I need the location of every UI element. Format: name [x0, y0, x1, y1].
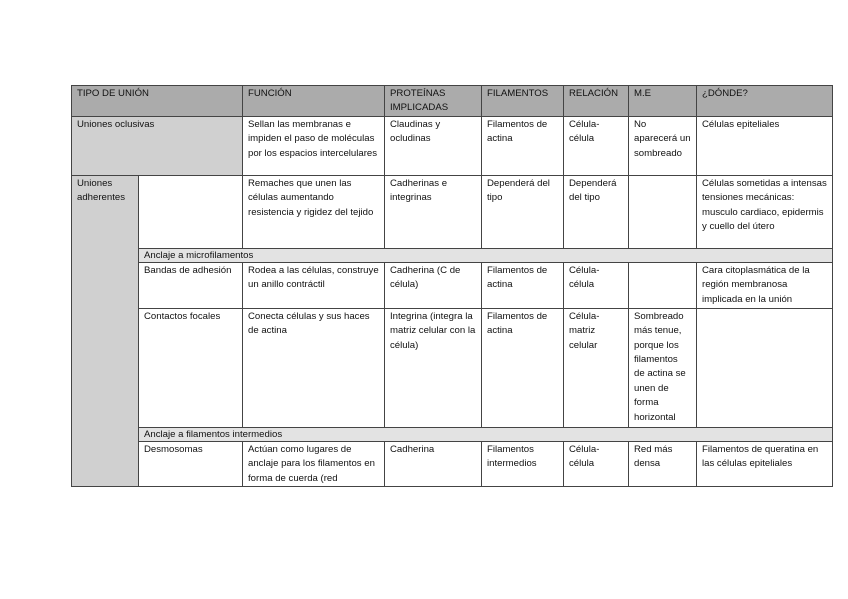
- cell-relacion: Dependerá del tipo: [564, 175, 629, 248]
- cell-donde: [697, 308, 833, 427]
- header-tipo: TIPO DE UNIÓN: [72, 86, 243, 117]
- cell-filamentos: Dependerá del tipo: [482, 175, 564, 248]
- cell-relacion: Célula-matriz celular: [564, 308, 629, 427]
- cell-donde: Células sometidas a intensas tensiones mecánicas: musculo cardiaco, epidermis y cuello del útero: [697, 175, 833, 248]
- cell-tipo-adherentes: Uniones adherentes: [72, 175, 139, 486]
- cell-proteinas: Cadherina (C de célula): [385, 262, 482, 308]
- cell-subtipo: Desmosomas: [139, 441, 243, 486]
- row-uniones-adherentes: [72, 175, 833, 248]
- cell-relacion: Célula-célula: [564, 441, 629, 486]
- section-row-filamentos-intermedios: [72, 427, 833, 441]
- cell-tipo: Uniones oclusivas: [72, 116, 243, 175]
- cell-relacion: Célula-célula: [564, 116, 629, 175]
- cell-donde: Cara citoplasmática de la región membranosa implicada en la unión: [697, 262, 833, 308]
- row-uniones-oclusivas: [72, 116, 833, 175]
- cell-proteinas: Integrina (integra la matriz celular con la célula): [385, 308, 482, 427]
- header-filamentos: FILAMENTOS: [482, 86, 564, 117]
- cell-me: Red más densa: [629, 441, 697, 486]
- cell-funcion: Actúan como lugares de anclaje para los filamentos en forma de cuerda (red: [243, 441, 385, 486]
- header-proteinas: PROTEÍNAS IMPLICADAS: [385, 86, 482, 117]
- cell-proteinas: Cadherinas e integrinas: [385, 175, 482, 248]
- cell-me: Sombreado más tenue, porque los filamentos de actina se unen de forma horizontal: [629, 308, 697, 427]
- cell-me: [629, 175, 697, 248]
- junctions-table: [71, 85, 833, 487]
- cell-subtipo: Bandas de adhesión: [139, 262, 243, 308]
- cell-me: [629, 262, 697, 308]
- cell-funcion: Remaches que unen las células aumentando resistencia y rigidez del tejido: [243, 175, 385, 248]
- cell-proteinas: Claudinas y ocludinas: [385, 116, 482, 175]
- cell-subtipo: Contactos focales: [139, 308, 243, 427]
- row-contactos-focales: [72, 308, 833, 427]
- row-desmosomas: [72, 441, 833, 486]
- section-row-microfilamentos: [72, 248, 833, 262]
- cell-funcion: Sellan las membranas e impiden el paso de moléculas por los espacios intercelulares: [243, 116, 385, 175]
- header-donde: ¿DÓNDE?: [697, 86, 833, 117]
- cell-subtipo: [139, 175, 243, 248]
- row-bandas-adhesion: [72, 262, 833, 308]
- header-me: M.E: [629, 86, 697, 117]
- cell-filamentos: Filamentos de actina: [482, 262, 564, 308]
- cell-relacion: Célula-célula: [564, 262, 629, 308]
- cell-filamentos: Filamentos intermedios: [482, 441, 564, 486]
- header-funcion: FUNCIÓN: [243, 86, 385, 117]
- cell-donde: Filamentos de queratina en las células epiteliales: [697, 441, 833, 486]
- section-label-filamentos-intermedios: Anclaje a filamentos intermedios: [139, 427, 833, 441]
- cell-donde: Células epiteliales: [697, 116, 833, 175]
- header-relacion: RELACIÓN: [564, 86, 629, 117]
- section-label-microfilamentos: Anclaje a microfilamentos: [139, 248, 833, 262]
- cell-me: No aparecerá un sombreado: [629, 116, 697, 175]
- cell-funcion: Rodea a las células, construye un anillo contráctil: [243, 262, 385, 308]
- cell-funcion: Conecta células y sus haces de actina: [243, 308, 385, 427]
- cell-filamentos: Filamentos de actina: [482, 116, 564, 175]
- cell-proteinas: Cadherina: [385, 441, 482, 486]
- cell-filamentos: Filamentos de actina: [482, 308, 564, 427]
- header-row: [72, 86, 833, 117]
